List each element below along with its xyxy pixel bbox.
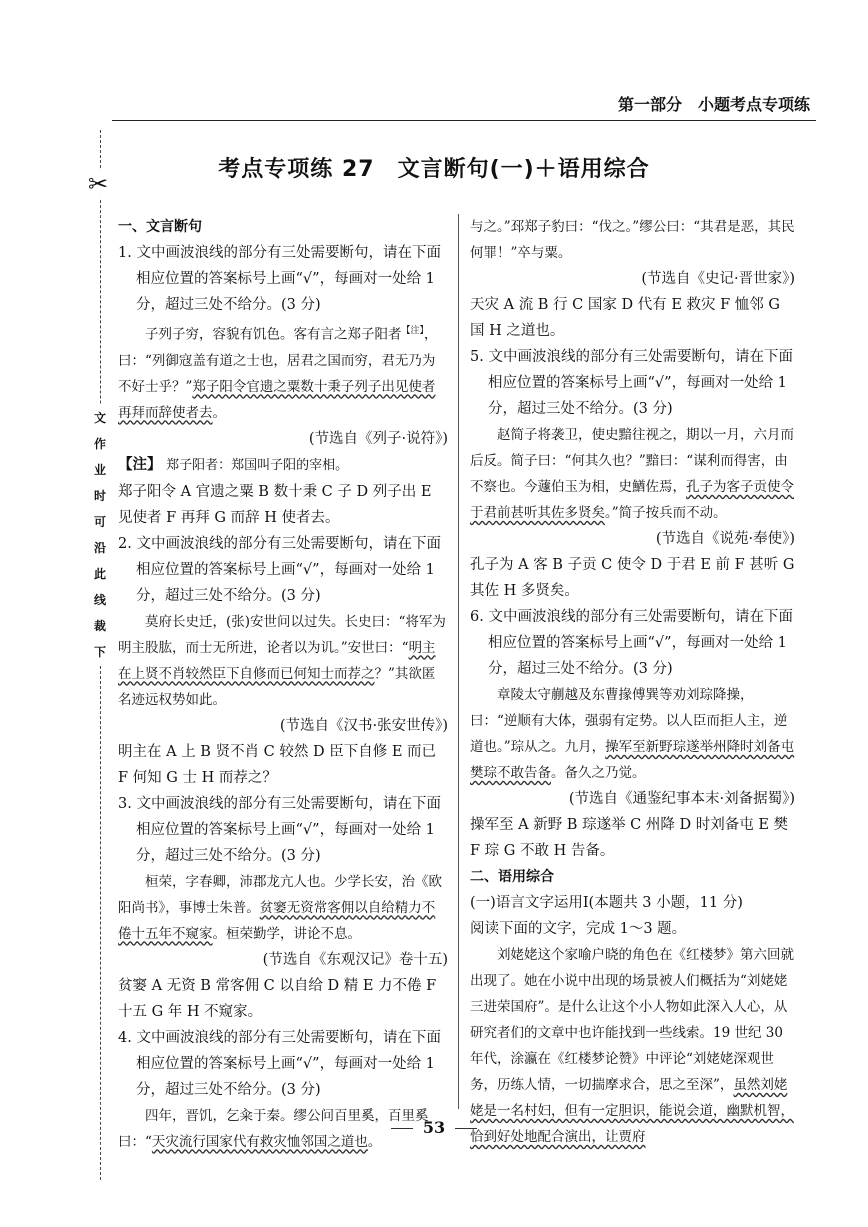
question-1-passage: 子列子穷，容貌有饥色。客有言之郑子阳者$^{【注】}$，曰：“列御寇盖有道之士也，居君之国而穷，君无乃为不好士乎？”郑子阳令官遗之粟数十秉子列子出见使者再拜而辞使者去。 (118, 326, 438, 421)
question-4-passage: 四年，晋饥，乞籴于秦。缪公问百里奚，百里奚曰：“天灾流行国家代有救灾恤邻国之道也。 (118, 1107, 429, 1150)
left-column (118, 214, 448, 1155)
cut-instruction-char: 下 (93, 645, 106, 659)
subsection-heading: (一)语言文字运用Ⅰ(本题共 3 小题，11 分) (470, 895, 743, 911)
wavy-segment: 操军至新野琮遂举州降时刘备屯樊琮不敢告备 (470, 739, 795, 781)
wavy-segment: 孔子为客子贡使令于君前甚听其佐多贤矣 (470, 479, 794, 521)
page-title: 考点专项练 27 文言断句(一)＋语用综合 (218, 157, 650, 182)
question-3-source: (节选自《东观汉记》卷十五) (262, 951, 448, 968)
cut-instruction (88, 405, 112, 665)
question-6-source: (节选自《通鉴纪事本末·刘备据蜀》) (568, 791, 795, 807)
wavy-segment: 虽然刘姥姥是一名村妇，但有一定胆识，能说会道，幽默机智，恰到好处地配合演出，让贾府 (470, 1077, 794, 1145)
question-4-stem: 4. 文中画波浪线的部分有三处需要断句，请在下面相应位置的答案标号上画“√”，每画对一处给 1 分，超过三处不给分。(3 分) (118, 1029, 441, 1098)
question-1-source: (节选自《列子·说符》) (308, 430, 448, 447)
question-1-stem: 1. 文中画波浪线的部分有三处需要断句，请在下面相应位置的答案标号上画“√”，每画对一处给 1 分，超过三处不给分。(3 分) (118, 245, 441, 313)
wavy-segment: 贫窭无资常客佣以自给精力不倦十五年不窥家 (118, 899, 436, 942)
cut-instruction-char: 可 (93, 515, 106, 529)
right-column (470, 214, 795, 1150)
wavy-segment: 天灾流行国家代有救灾恤邻国之道也 (151, 1133, 368, 1150)
question-3-stem: 3. 文中画波浪线的部分有三处需要断句，请在下面相应位置的答案标号上画“√”，每画对一处给 1 分，超过三处不给分。(3 分) (118, 795, 441, 864)
reading-instruction: 阅读下面的文字，完成 1～3 题。 (470, 921, 687, 937)
question-5-options[interactable]: 孔子为 A 客 B 子贡 C 使令 D 于君 E 前 F 甚听 G 其佐 H 多贤矣。 (470, 557, 795, 599)
question-1-options[interactable]: 郑子阳令 A 官遗之粟 B 数十秉 C 子 D 列子出 E 见使者 F 再拜 G 而辞 H 使者去。 (118, 483, 432, 526)
question-4-passage-cont: 与之。”邳郑子豹曰：“伐之。”缪公曰：“其君是恶，其民何罪！”卒与粟。 (470, 219, 795, 261)
column-divider (458, 214, 459, 1109)
question-2-options[interactable]: 明主在 A 上 B 贤不肖 C 较然 D 臣下自修 E 而已 F 何知 G 士 H 而荐之？ (118, 743, 437, 786)
reading-passage: 刘姥姥这个家喻户晓的角色在《红楼梦》第六回就出现了。她在小说中出现的场景被人们概括为“刘姥姥三进荣国府”。是什么让这个小人物如此深入人心，从研究者们的文章中也许能找到一些线索。19 世纪 30 年代，涂瀛在《红楼梦论赞》中评论“刘姥姥深观世务，历练人情，一切揣摩求合，思之至深”，虽然刘姥姥是一名村妇，但有一定胆识，能说会道，幽默机智，恰到好处地配合演出，让贾府 (470, 947, 794, 1145)
note-marker: 【注】 (401, 326, 425, 336)
section-heading-1: 一、文言断句 (118, 219, 202, 235)
question-3-options[interactable]: 贫窭 A 无资 B 常客佣 C 以自给 D 精 E 力不倦 F 十五 G 年 H 不窥家。 (118, 977, 437, 1020)
cut-instruction-char: 作 (93, 437, 106, 451)
question-5-source: (节选自《说苑·奉使》) (655, 531, 795, 547)
section-heading-2: 二、语用综合 (470, 869, 554, 885)
cut-instruction-char: 时 (93, 489, 106, 503)
question-5-stem: 5. 文中画波浪线的部分有三处需要断句，请在下面相应位置的答案标号上画“√”，每画对一处给 1 分，超过三处不给分。(3 分) (470, 349, 793, 417)
page-number: 53 (0, 1118, 868, 1137)
question-1-note: 【注】 郑子阳者：郑国叫子阳的宰相。 (118, 456, 349, 473)
page-header: 第一部分 小题考点专项练 (617, 95, 810, 114)
cut-instruction-char: 沿 (93, 541, 106, 555)
cut-instruction-char: 文 (93, 411, 106, 425)
question-2-stem: 2. 文中画波浪线的部分有三处需要断句，请在下面相应位置的答案标号上画“√”，每画对一处给 1 分，超过三处不给分。(3 分) (118, 535, 441, 604)
question-2-passage: 莫府长史迁，(张)安世问以过失。长史曰：“将军为明主股肱，而士无所进，论者以为讥。”安世曰：“明主在上贤不肖较然臣下自修而已何知士而荐之？”其欲匿名迹远权势如此。 (118, 613, 446, 708)
question-2-source: (节选自《汉书·张安世传》) (279, 717, 448, 734)
wavy-segment: 明主在上贤不肖较然臣下自修而已何知士而荐之 (118, 639, 436, 682)
question-4-source: (节选自《史记·晋世家》) (641, 271, 795, 287)
question-4-options[interactable]: 天灾 A 流 B 行 C 国家 D 代有 E 救灾 F 恤邻 G 国 H 之道也。 (470, 297, 780, 339)
cut-instruction-char: 线 (93, 593, 106, 607)
question-5-passage: 赵简子将袭卫，使史黯往视之，期以一月，六月而后反。简子曰：“何其久也？”黯曰：“谋利而得害，由不察也。今蘧伯玉为相，史鰌佐焉，孔子为客子贡使令于君前甚听其佐多贤矣。”简子按兵而不动。 (470, 427, 794, 521)
header-rule (112, 120, 816, 121)
question-3-passage: 桓荣，字春卿，沛郡龙亢人也。少学长安，治《欧阳尚书》，事博士朱普。贫窭无资常客佣以自给精力不倦十五年不窥家。桓荣勤学，讲论不息。 (118, 873, 442, 942)
cut-instruction-char: 裁 (93, 619, 106, 633)
scissors-icon: ✂ (88, 170, 109, 198)
question-6-passage: 章陵太守蒯越及东曹掾傅巽等劝刘琮降操，曰：“逆顺有大体，强弱有定势。以人臣而拒人主，逆道也。”琮从之。九月，操军至新野琮遂举州降时刘备屯樊琮不敢告备。备久之乃觉。 (470, 687, 795, 781)
question-6-stem: 6. 文中画波浪线的部分有三处需要断句，请在下面相应位置的答案标号上画“√”，每画对一处给 1 分，超过三处不给分。(3 分) (470, 609, 793, 677)
wavy-segment: 郑子阳令官遗之粟数十秉子列子出见使者再拜而辞使者去 (118, 378, 436, 421)
cut-instruction-char: 此 (93, 567, 106, 581)
question-6-options[interactable]: 操军至 A 新野 B 琮遂举 C 州降 D 时刘备屯 E 樊 F 琮 G 不敢 H 告备。 (470, 817, 789, 859)
cut-instruction-char: 业 (93, 463, 106, 477)
